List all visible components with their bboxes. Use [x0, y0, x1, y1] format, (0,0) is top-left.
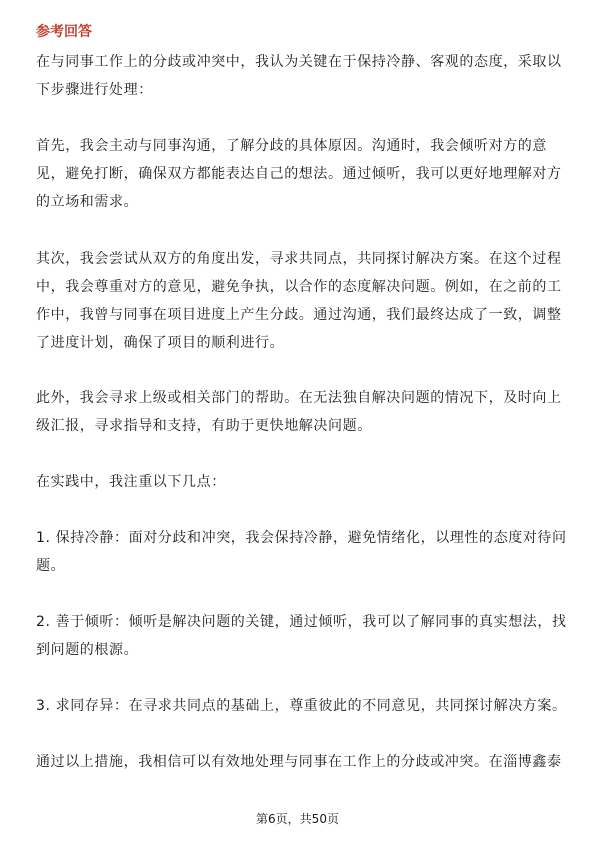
paragraph-second — [36, 245, 566, 357]
paragraph-first — [36, 132, 566, 216]
section-heading: 参考回答 — [36, 24, 92, 40]
text-line: 2. 善于倾听：倾听是解决问题的关键，通过倾听，我可以了解同事的真实想法，找 — [36, 614, 567, 630]
text-line: 3. 求同存异：在寻求共同点的基础上，尊重彼此的不同意见，共同探讨解决方案。 — [36, 698, 567, 714]
text-line: 首先，我会主动与同事沟通，了解分歧的具体原因。沟通时，我会倾听对方的意 — [36, 138, 547, 154]
text-line: 其次，我会尝试从双方的角度出发，寻求共同点，共同探讨解决方案。在这个过程 — [36, 251, 562, 267]
paragraph-additionally — [36, 384, 566, 440]
text-line: 级汇报，寻求指导和支持，有助于更快地解决问题。 — [36, 418, 372, 434]
list-item-3 — [36, 692, 566, 720]
paragraph-conclusion — [36, 748, 566, 776]
text-line: 下步骤进行处理： — [36, 82, 153, 98]
text-line: 了进度计划，确保了项目的顺利进行。 — [36, 335, 285, 351]
text-line: 此外，我会寻求上级或相关部门的帮助。在无法独自解决问题的情况下，及时向上 — [36, 390, 562, 406]
text-line: 题。 — [36, 558, 66, 574]
text-line: 在与同事工作上的分歧或冲突中，我认为关键在于保持冷静、客观的态度，采取以 — [36, 54, 562, 70]
page-number-footer: 第6页，共50页 — [256, 812, 339, 826]
list-item-2 — [36, 608, 566, 664]
paragraph-intro — [36, 48, 566, 104]
text-line: 中，我会尊重对方的意见，避免争执，以合作的态度解决问题。例如，在之前的工 — [36, 279, 562, 295]
text-line: 见，避免打断，确保双方都能表达自己的想法。通过倾听，我可以更好地理解对方 — [36, 166, 562, 182]
text-line: 的立场和需求。 — [36, 194, 139, 210]
text-line: 到问题的根源。 — [36, 642, 139, 658]
text-line: 1. 保持冷静：面对分歧和冲突，我会保持冷静，避免情绪化，以理性的态度对待问 — [36, 530, 567, 546]
text-line: 在实践中，我注重以下几点： — [36, 474, 226, 490]
text-line: 通过以上措施，我相信可以有效地处理与同事在工作上的分歧或冲突。在淄博鑫泰 — [36, 754, 562, 770]
list-item-1 — [36, 524, 566, 580]
paragraph-practice — [36, 468, 566, 496]
text-line: 作中，我曾与同事在项目进度上产生分歧。通过沟通，我们最终达成了一致，调整 — [36, 307, 562, 323]
